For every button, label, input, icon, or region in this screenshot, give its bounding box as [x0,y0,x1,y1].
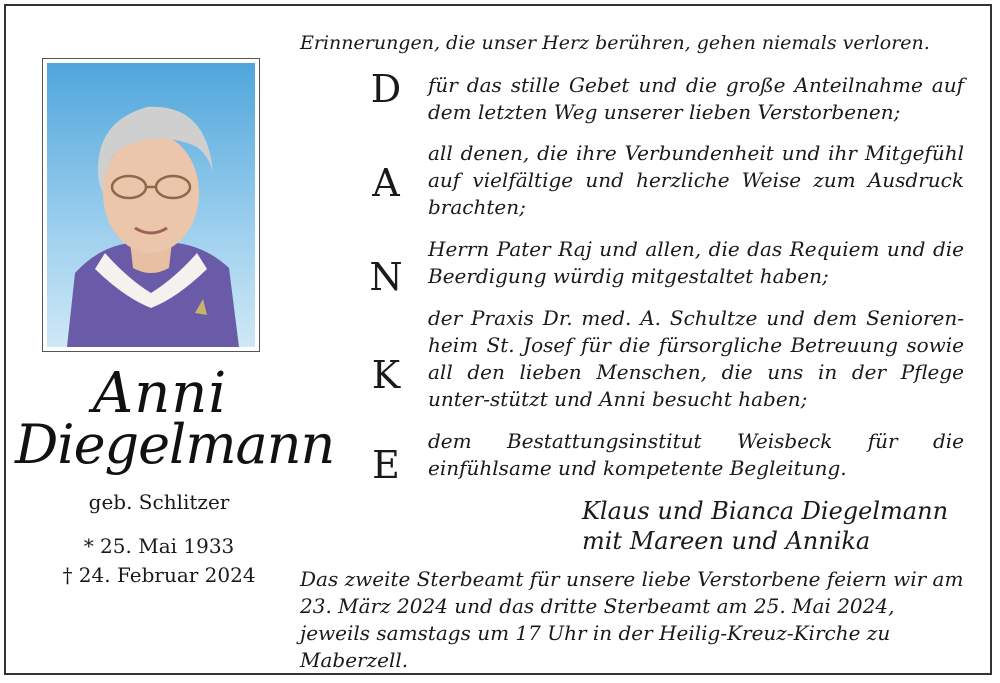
danke-letter-d: D [370,67,402,111]
danke-paragraph-a: all denen, die ihre Verbundenheit und ihr Mitgefühl auf vielfältige und herzliche Weise zum Ausdruck brachten; [428,141,964,219]
first-name: Anni [92,361,228,426]
memorial-mass-notice: Das zweite Sterbeamt für unsere liebe Verstorbene feiern wir am 23. März 2024 und das dritte Sterbeamt am 25. Mai 2024, jeweils samstags um 17 Uhr in der Heilig-Kreuz-Kirche zu Maberzell. [300,567,964,672]
death-date: † 24. Februar 2024 [62,563,256,587]
danke-letter-n: N [369,255,403,299]
danke-letter-a: A [372,161,400,205]
signature-line-2: mit Mareen und Annika [582,527,871,555]
danke-paragraph-e: dem Bestattungsinstitut Weisbeck für die einfühlsame und kompetente Begleitung. [428,429,964,480]
danke-paragraph-n: Herrn Pater Raj und allen, die das Requiem und die Beerdigung würdig mitgestaltet haben; [428,237,964,288]
danke-letter-e: E [372,443,400,487]
last-name: Diegelmann [15,413,335,476]
portrait-photo-icon [47,63,255,347]
danke-paragraph-d: für das stille Gebet und die große Anteilnahme auf dem letzten Weg unserer lieben Verstorbenen; [428,73,964,124]
danke-letter-k: K [371,353,401,397]
danke-paragraph-k: der Praxis Dr. med. A. Schultze und dem Senioren-heim St. Josef für die fürsorgliche Betreuung sowie all den lieben Menschen, die uns in der Pflege unter-stützt und Anni besucht haben; [428,306,964,411]
portrait-photo [42,58,260,352]
birth-name: geb. Schlitzer [88,490,230,514]
quote: Erinnerungen, die unser Herz berühren, gehen niemals verloren. [300,32,930,54]
birth-date: * 25. Mai 1933 [83,534,235,558]
signature-line-1: Klaus und Bianca Diegelmann [582,497,949,525]
